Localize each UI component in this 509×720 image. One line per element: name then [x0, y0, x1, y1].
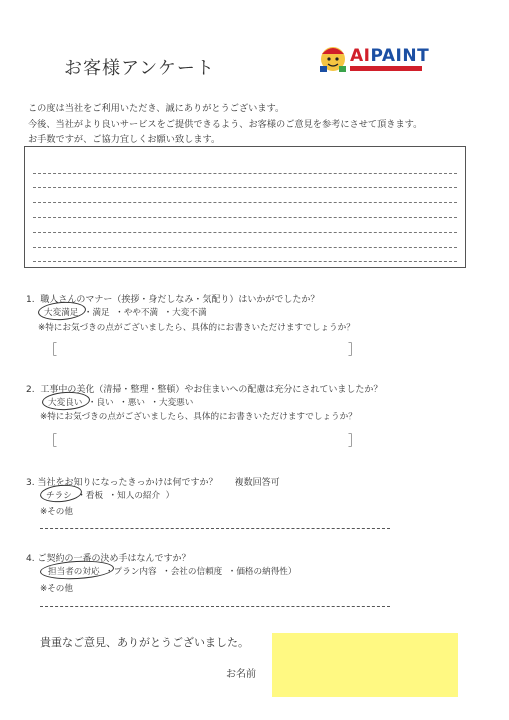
- page-title: お客様アンケート: [64, 58, 215, 79]
- comment-line: [33, 247, 457, 248]
- comment-line: [33, 202, 457, 203]
- comment-box[interactable]: [24, 146, 466, 268]
- option[interactable]: ・悪い: [119, 398, 145, 408]
- question-2-note: ※特にお気づきの点がございましたら、具体的にお書きいただけますでしょうか？: [40, 412, 357, 422]
- option[interactable]: ・プラン内容: [105, 567, 157, 577]
- multiple-answer-note: 複数回答可: [234, 478, 280, 488]
- bracket-open: ［: [44, 434, 58, 449]
- bracket-close: ］: [348, 434, 362, 449]
- comment-line: [33, 173, 457, 174]
- intro-line-1: この度は当社をご利用いただき、誠にありがとうございます。: [28, 103, 285, 114]
- logo-wordmark: AIPAINT: [350, 46, 430, 66]
- comment-line: [33, 187, 457, 188]
- company-logo: [318, 42, 428, 74]
- option[interactable]: ・やや不満: [115, 308, 159, 318]
- question-3: 3. 当社をお知りになったきっかけは何ですか？ 複数回答可: [26, 478, 280, 488]
- intro-line-2: 今後、当社がより良いサービスをご提供できるよう、お客様のご意見を参考にさせて頂きます。: [28, 119, 423, 130]
- question-4-other-line[interactable]: [40, 606, 390, 607]
- intro-line-3: お手数ですが、ご協力宜しくお願い致します。: [28, 134, 221, 145]
- question-1: 1. 職人さんのマナー（挨拶・身だしなみ・気配り）はいかがでしたか？: [26, 295, 320, 305]
- option[interactable]: ・会社の信頼度: [162, 567, 223, 577]
- option[interactable]: ・価格の納得性）: [227, 567, 297, 577]
- option[interactable]: ・良い: [87, 398, 114, 408]
- question-2: 2. 工事中の美化（清掃・整理・整頓）やお住まいへの配慮は充分にされていましたか？: [26, 385, 383, 395]
- question-3-other-line[interactable]: [40, 528, 390, 529]
- option[interactable]: ・知人の紹介: [108, 491, 161, 501]
- question-4: 4. ご契約の一番の決め手はなんですか？: [26, 554, 191, 564]
- comment-line: [33, 217, 457, 218]
- comment-line: [33, 261, 457, 262]
- bracket-close: ］: [348, 343, 362, 358]
- question-1-note: ※特にお気づきの点がございましたら、具体的にお書きいただけますでしょうか？: [38, 323, 355, 333]
- comment-line: [33, 232, 457, 233]
- question-4-other-label: ※その他: [40, 584, 73, 594]
- option: ）: [165, 491, 175, 501]
- bracket-open: ［: [44, 343, 58, 358]
- thank-you-message: 貴重なご意見、ありがとうございました。: [40, 636, 249, 649]
- name-label: お名前: [226, 669, 256, 680]
- logo-underline: [350, 66, 422, 71]
- option[interactable]: ・満足: [83, 308, 110, 318]
- option-selected[interactable]: チラシ: [46, 491, 72, 501]
- option[interactable]: ・大変悪い: [150, 398, 194, 408]
- mascot-icon: [318, 42, 348, 74]
- question-3-other-label: ※その他: [40, 507, 73, 517]
- option[interactable]: ・看板: [77, 491, 104, 501]
- option-selected[interactable]: 大変良い: [48, 398, 83, 408]
- name-redaction-box: [272, 633, 458, 697]
- option[interactable]: ・大変不満: [163, 308, 207, 318]
- question-2-answer-field[interactable]: [58, 431, 346, 447]
- option-selected[interactable]: 担当者の対応: [48, 567, 100, 577]
- option-selected[interactable]: 大変満足: [44, 308, 79, 318]
- question-1-answer-field[interactable]: [58, 340, 346, 356]
